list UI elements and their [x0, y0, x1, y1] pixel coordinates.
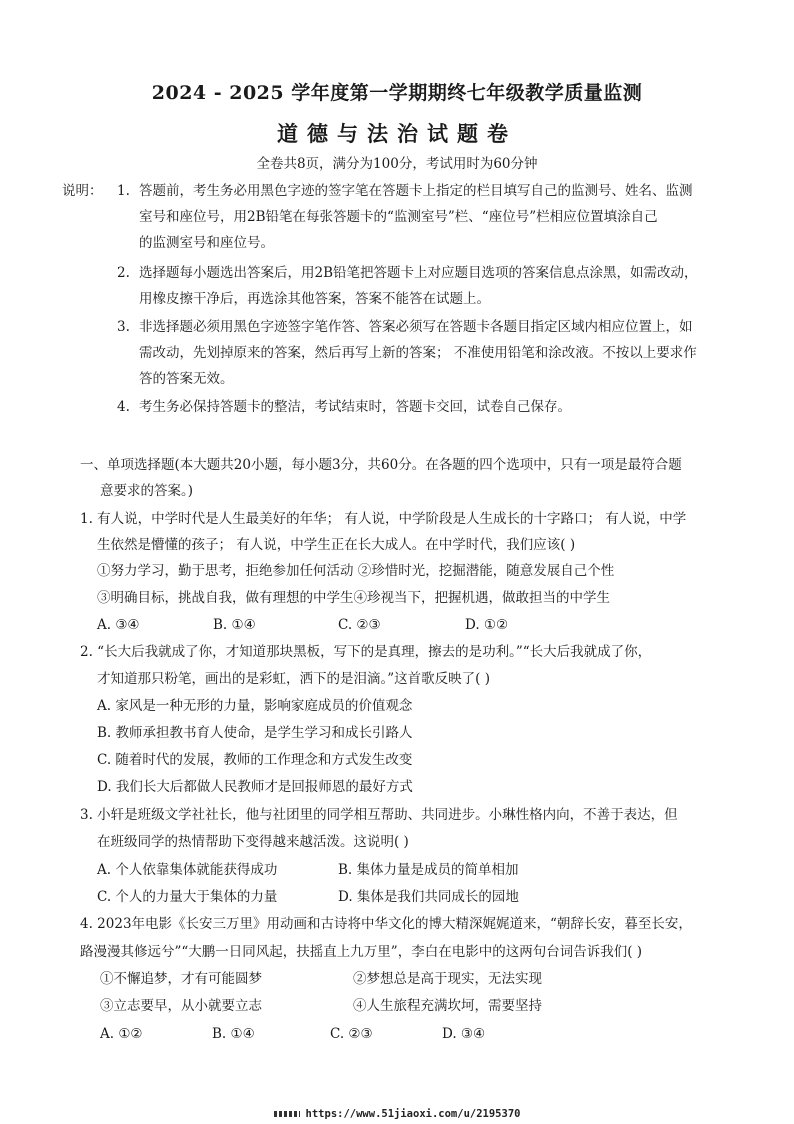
question-2-option-b: B. 教师承担教书育人使命，是学生学习和成长引路人 — [97, 725, 413, 741]
exam-title: 2024 - 2025 学年度第一学期期终七年级教学质量监测 — [151, 82, 643, 104]
instruction-line: 考生务必保持答题卡的整洁，考试结束时，答题卡交回，试卷自己保存。 — [139, 399, 571, 415]
instruction-number: 1. — [117, 183, 130, 199]
question-2-option-c: C. 随着时代的发展，教师的工作理念和方式发生改变 — [97, 752, 413, 768]
question-3-stem: 3. 小轩是班级文学社社长，他与社团里的同学相互帮助、共同进步。小琳性格内向，不善于表达，但 — [80, 807, 678, 823]
instruction-line: 的监测室号和座位号。 — [139, 235, 274, 251]
question-1-option-b: B. ①④ — [213, 617, 256, 633]
question-1-statement: ①努力学习，勤于思考，拒绝参加任何活动 ②珍惜时光，挖掘潜能，随意发展自己个性 — [97, 563, 615, 579]
watermark-mark-icon — [274, 1111, 300, 1117]
question-4-option-b: B. ①④ — [212, 1026, 255, 1042]
question-4-option-c: C. ②③ — [330, 1026, 373, 1042]
question-1-statement: ③明确目标，挑战自我，做有理想的中学生④珍视当下，把握机遇，做敢担当的中学生 — [97, 590, 610, 606]
question-1-stem-cont: 生依然是懵懂的孩子； 有人说，中学生正在长大成人。在中学时代，我们应该( ) — [97, 537, 576, 553]
instruction-number: 3. — [117, 319, 130, 335]
instruction-line: 答题前，考生务必用黑色字迹的签字笔在答题卡上指定的栏目填写自己的监测号、姓名、监测 — [139, 183, 693, 199]
question-3-option-c: C. 个人的力量大于集体的力量 — [97, 889, 278, 905]
exam-info: 全卷共8页，满分为100分，考试用时为60分钟 — [256, 156, 538, 172]
question-1-stem: 1. 有人说，中学时代是人生最美好的年华； 有人说，中学阶段是人生成长的十字路口； 有人说，中学 — [80, 511, 687, 527]
instruction-line: 非选择题必须用黑色字迹签字笔作答、答案必须写在答题卡各题目指定区域内相应位置上，如 — [139, 319, 693, 335]
question-4-statement: ④人生旅程充满坎坷，需要坚持 — [353, 998, 542, 1014]
question-3-option-b: B. 集体力量是成员的简单相加 — [338, 862, 519, 878]
instruction-line: 室号和座位号，用2B铅笔在每张答题卡的“监测室号”栏、“座位号”栏相应位置填涂自己 — [139, 209, 658, 225]
question-2-option-d: D. 我们长大后都做人民教师才是回报师恩的最好方式 — [97, 779, 413, 795]
instruction-number: 2. — [117, 265, 130, 281]
subject-title: 道德与法治试题卷 — [277, 121, 517, 146]
question-4-stem: 4. 2023年电影《长安三万里》用动画和古诗将中华文化的博大精深娓娓道来，“朝辞长安，暮至长安， — [80, 916, 692, 932]
question-3-option-d: D. 集体是我们共同成长的园地 — [338, 889, 519, 905]
section-heading-cont: 意要求的答案。) — [100, 483, 194, 499]
question-4-stem-cont: 路漫漫其修远兮”“大鹏一日同风起，扶摇直上九万里”，李白在电影中的这两句台词告诉我们( ) — [80, 944, 643, 960]
question-4-option-d: D. ③④ — [442, 1026, 486, 1042]
question-4-statement: ①不懈追梦，才有可能圆梦 — [100, 971, 262, 987]
question-1-option-a: A. ③④ — [97, 617, 140, 633]
instructions-label: 说明： — [62, 183, 103, 199]
instruction-line: 用橡皮擦干净后，再选涂其他答案，答案不能答在试题上。 — [139, 291, 490, 307]
question-4-option-a: A. ①② — [100, 1026, 143, 1042]
question-2-option-a: A. 家风是一种无形的力量，影响家庭成员的价值观念 — [97, 698, 413, 714]
question-4-statement: ②梦想总是高于现实，无法实现 — [353, 971, 542, 987]
section-heading: 一、单项选择题(本大题共20小题，每小题3分，共60分。在各题的四个选项中，只有一项是最符合题 — [80, 457, 682, 473]
footer-watermark — [0, 1108, 794, 1120]
footer-url[interactable]: https://www.51jiaoxi.com/u/2195370 — [305, 1108, 521, 1120]
instruction-line: 需改动，先划掉原来的答案，然后再写上新的答案； 不准使用铅笔和涂改液。不按以上要求作 — [139, 345, 697, 361]
instruction-line: 选择题每小题选出答案后，用2B铅笔把答题卡上对应题目选项的答案信息点涂黑，如需改动， — [139, 265, 698, 281]
question-2-stem: 2. “长大后我就成了你，才知道那块黑板，写下的是真理，擦去的是功利。”“长大后我就成了你， — [80, 644, 652, 660]
question-3-option-a: A. 个人依靠集体就能获得成功 — [97, 862, 278, 878]
instruction-line: 答的答案无效。 — [139, 371, 234, 387]
instruction-number: 4. — [117, 399, 130, 415]
question-3-stem-cont: 在班级同学的热情帮助下变得越来越活泼。这说明( ) — [97, 834, 409, 850]
question-1-option-d: D. ①② — [465, 617, 509, 633]
question-4-statement: ③立志要早，从小就要立志 — [100, 998, 262, 1014]
question-2-stem-cont: 才知道那只粉笔，画出的是彩虹，洒下的是泪滴。”这首歌反映了( ) — [97, 671, 490, 687]
question-1-option-c: C. ②③ — [338, 617, 381, 633]
